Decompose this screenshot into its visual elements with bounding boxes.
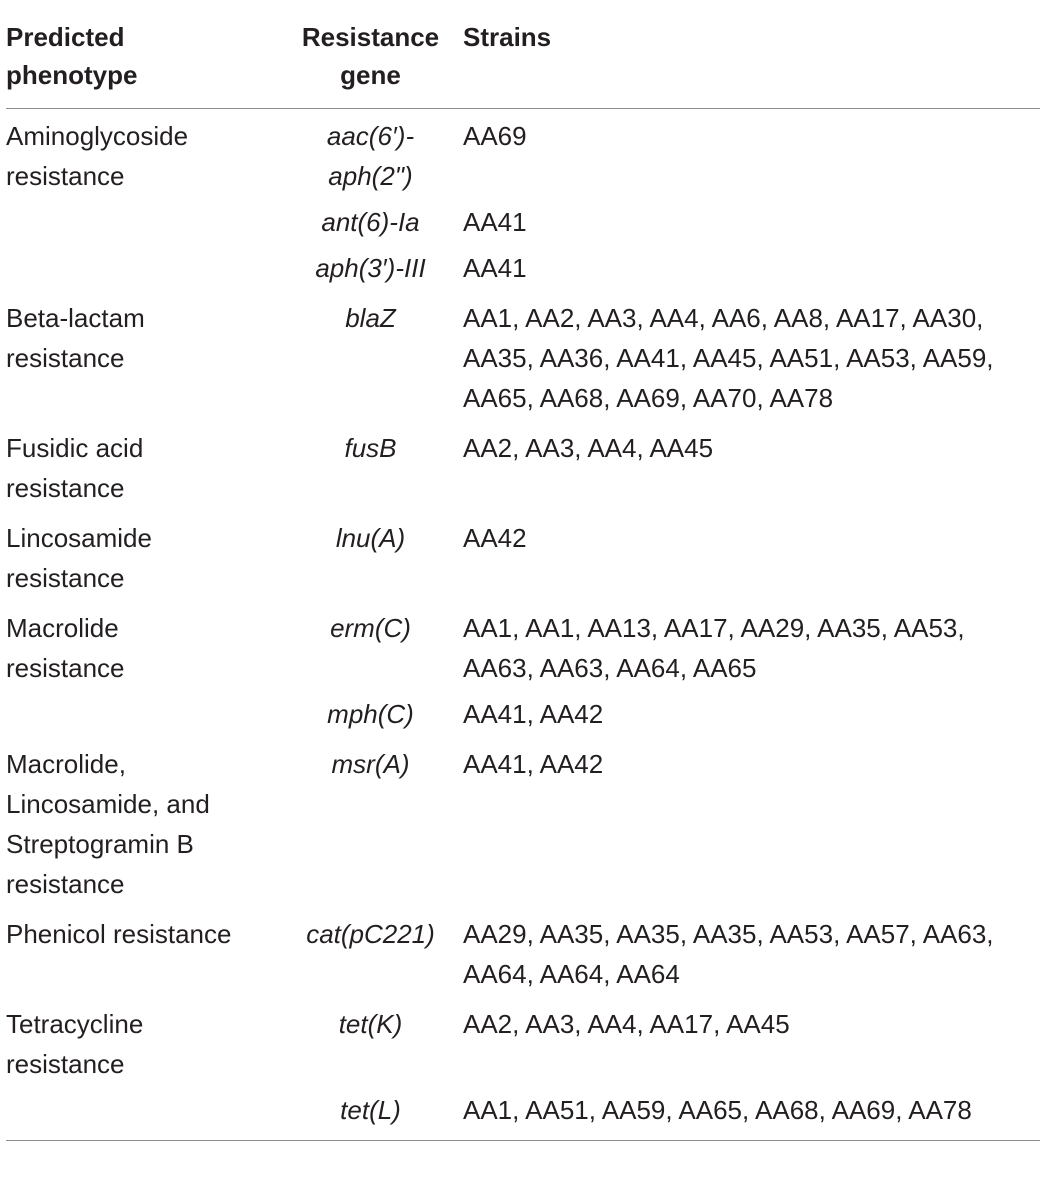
table-body	[6, 109, 1040, 1141]
phenotype-cell: Macrolide resistance	[6, 613, 125, 683]
resistance-gene-cell: fusB	[344, 433, 397, 463]
resistance-gene-cell: tet(L)	[340, 1095, 401, 1125]
strains-cell: AA29, AA35, AA35, AA35, AA53, AA57, AA63, AA64, AA64, AA64	[463, 919, 994, 989]
resistance-gene-cell: blaZ	[345, 303, 396, 333]
phenotype-cell	[6, 199, 280, 245]
table-row	[6, 907, 1040, 997]
table-row	[6, 737, 1040, 907]
strains-cell: AA1, AA1, AA13, AA17, AA29, AA35, AA53, AA63, AA63, AA64, AA65	[463, 613, 965, 683]
table-row	[6, 109, 1040, 200]
phenotype-cell	[6, 691, 280, 737]
strains-cell: AA1, AA2, AA3, AA4, AA6, AA8, AA17, AA30, AA35, AA36, AA41, AA45, AA51, AA53, AA59, AA65, AA68, AA69, AA70, AA78	[463, 303, 994, 413]
table-row	[6, 291, 1040, 421]
strains-cell: AA41	[463, 253, 527, 283]
table-row	[6, 511, 1040, 601]
strains-cell: AA2, AA3, AA4, AA17, AA45	[463, 1009, 790, 1039]
table-row	[6, 691, 1040, 737]
resistance-gene-cell: aac(6′)-aph(2")	[326, 121, 415, 191]
resistance-gene-cell: lnu(A)	[335, 523, 406, 553]
resistance-gene-cell: cat(pC221)	[306, 919, 435, 949]
header-strains: Strains	[463, 22, 552, 52]
strains-cell: AA2, AA3, AA4, AA45	[463, 433, 714, 463]
table-row	[6, 601, 1040, 691]
table-row	[6, 421, 1040, 511]
resistance-gene-cell: erm(C)	[330, 613, 411, 643]
strains-cell: AA41	[463, 207, 527, 237]
phenotype-cell	[6, 1087, 280, 1140]
strains-cell: AA41, AA42	[463, 699, 604, 729]
header-phenotype: Predicted phenotype	[6, 22, 138, 90]
resistance-gene-cell: aph(3′)-III	[315, 253, 426, 283]
strains-cell: AA69	[463, 121, 527, 151]
phenotype-cell: Lincosamide resistance	[6, 523, 152, 593]
resistance-gene-cell: ant(6)-Ia	[321, 207, 420, 237]
resistance-gene-cell: mph(C)	[327, 699, 414, 729]
phenotype-cell: Beta-lactam resistance	[6, 303, 145, 373]
table-row	[6, 1087, 1040, 1140]
header-resistance-gene: Resistance gene	[301, 22, 440, 90]
phenotype-cell: Tetracycline resistance	[6, 1009, 144, 1079]
resistance-table-container	[6, 0, 1040, 1141]
resistance-gene-cell: tet(K)	[338, 1009, 403, 1039]
resistance-gene-cell: msr(A)	[331, 749, 410, 779]
phenotype-cell: Fusidic acid resistance	[6, 433, 144, 503]
table-row	[6, 199, 1040, 245]
strains-cell: AA42	[463, 523, 527, 553]
phenotype-cell: Phenicol resistance	[6, 919, 232, 949]
phenotype-cell	[6, 245, 280, 291]
phenotype-cell: Macrolide, Lincosamide, and Streptogramin B resistance	[6, 749, 210, 899]
table-row	[6, 245, 1040, 291]
table-header-row	[6, 0, 1040, 109]
strains-cell: AA1, AA51, AA59, AA65, AA68, AA69, AA78	[463, 1095, 972, 1125]
table-bottom-rule	[6, 1140, 1040, 1141]
resistance-table	[6, 0, 1040, 1140]
table-row	[6, 997, 1040, 1087]
phenotype-cell: Aminoglycoside resistance	[6, 121, 189, 191]
strains-cell: AA41, AA42	[463, 749, 604, 779]
